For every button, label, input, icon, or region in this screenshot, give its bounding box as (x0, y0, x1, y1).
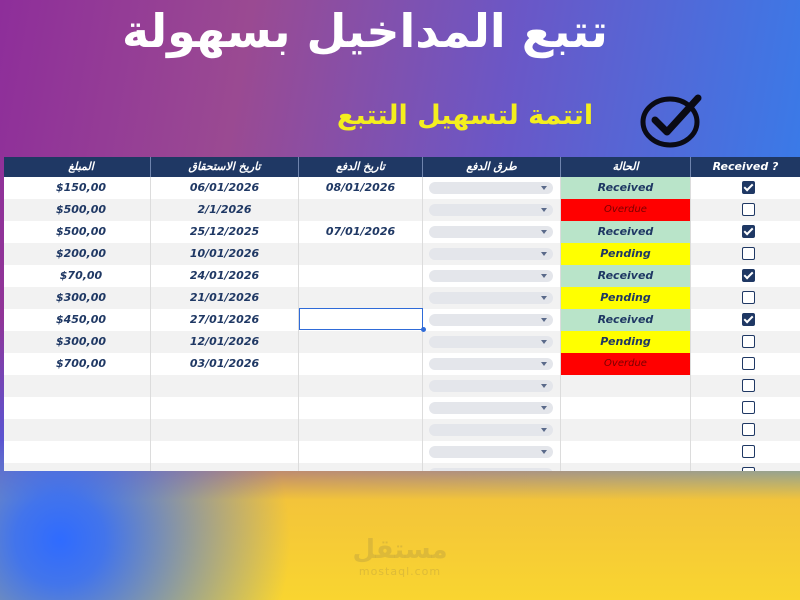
received-cell (691, 243, 800, 265)
header-amount: المبلغ (12, 157, 151, 177)
received-checkbox[interactable] (742, 181, 755, 194)
status-cell: Received (561, 177, 691, 199)
watermark-arabic: مستقل (352, 535, 448, 565)
header-payment-method: طرق الدفع (423, 157, 561, 177)
table-row (4, 397, 800, 419)
received-checkbox[interactable] (742, 401, 755, 414)
header-received: Received ? (712, 160, 779, 173)
payment-date-cell[interactable] (299, 463, 423, 471)
table-row (4, 353, 800, 375)
payment-date-cell[interactable]: 07/01/2026 (299, 221, 423, 243)
due-date-cell[interactable]: 03/01/2026 (151, 353, 299, 375)
amount-cell[interactable] (12, 419, 151, 441)
received-cell (691, 397, 800, 419)
chevron-down-icon (541, 208, 547, 212)
chevron-down-icon (541, 186, 547, 190)
received-checkbox[interactable] (742, 225, 755, 238)
payment-method-dropdown[interactable] (429, 336, 553, 348)
chevron-down-icon (541, 274, 547, 278)
amount-cell[interactable]: $300,00 (12, 331, 151, 353)
due-date-cell[interactable]: 21/01/2026 (151, 287, 299, 309)
watermark-latin: mostaql.com (358, 565, 442, 578)
received-checkbox[interactable] (742, 247, 755, 260)
amount-cell[interactable] (12, 375, 151, 397)
table-row (4, 221, 800, 243)
payment-method-dropdown[interactable] (429, 468, 553, 471)
payment-method-cell[interactable] (423, 419, 561, 441)
status-cell (561, 397, 691, 419)
check-circle-icon (640, 92, 702, 148)
payment-date-cell[interactable]: 08/01/2026 (299, 177, 423, 199)
status-cell: Received (561, 265, 691, 287)
due-date-cell[interactable] (151, 375, 299, 397)
fill-handle[interactable] (421, 327, 426, 332)
payment-method-dropdown[interactable] (429, 314, 553, 326)
due-date-cell[interactable] (151, 419, 299, 441)
received-checkbox[interactable] (742, 313, 755, 326)
received-cell (691, 177, 800, 199)
header-due-date: تاريخ الاستحقاق (151, 157, 299, 177)
table-row (4, 441, 800, 463)
payment-method-cell[interactable] (423, 463, 561, 471)
payment-method-cell[interactable] (423, 375, 561, 397)
payment-date-cell[interactable] (299, 287, 423, 309)
chevron-down-icon (541, 384, 547, 388)
due-date-cell[interactable]: 10/01/2026 (151, 243, 299, 265)
due-date-cell[interactable] (151, 397, 299, 419)
amount-cell[interactable]: $500,00 (12, 199, 151, 221)
header-status: الحالة (561, 157, 691, 177)
payment-method-dropdown[interactable] (429, 182, 553, 194)
received-checkbox[interactable] (742, 467, 755, 471)
received-checkbox[interactable] (742, 335, 755, 348)
payment-method-cell[interactable] (423, 397, 561, 419)
received-checkbox[interactable] (742, 357, 755, 370)
payment-method-dropdown[interactable] (429, 270, 553, 282)
status-cell (561, 419, 691, 441)
status-cell (561, 463, 691, 471)
payment-method-cell[interactable] (423, 177, 561, 199)
payment-method-cell[interactable] (423, 309, 561, 331)
due-date-cell[interactable]: 2/1/2026 (151, 199, 299, 221)
chevron-down-icon (541, 296, 547, 300)
status-cell: Received (561, 221, 691, 243)
banner-title: تتبع المداخيل بسهولة (122, 4, 608, 58)
payment-method-dropdown[interactable] (429, 380, 553, 392)
received-checkbox[interactable] (742, 269, 755, 282)
chevron-down-icon (541, 252, 547, 256)
payment-method-dropdown[interactable] (429, 446, 553, 458)
received-cell (691, 331, 800, 353)
received-cell (691, 441, 800, 463)
received-checkbox[interactable] (742, 203, 755, 216)
payment-date-cell[interactable] (299, 419, 423, 441)
payment-date-cell[interactable] (299, 397, 423, 419)
status-cell: Received (561, 309, 691, 331)
payment-method-cell[interactable] (423, 287, 561, 309)
payment-date-cell[interactable] (299, 199, 423, 221)
table-row (4, 375, 800, 397)
payment-method-dropdown[interactable] (429, 292, 553, 304)
amount-cell[interactable]: $500,00 (12, 221, 151, 243)
payment-date-cell[interactable] (299, 353, 423, 375)
received-cell (691, 265, 800, 287)
selected-cell[interactable] (299, 308, 423, 330)
received-cell (691, 353, 800, 375)
status-cell (561, 441, 691, 463)
received-checkbox[interactable] (742, 379, 755, 392)
received-cell (691, 199, 800, 221)
payment-method-dropdown[interactable] (429, 204, 553, 216)
payment-method-dropdown[interactable] (429, 424, 553, 436)
due-date-cell[interactable]: 12/01/2026 (151, 331, 299, 353)
due-date-cell[interactable] (151, 463, 299, 471)
header-payment-date: تاريخ الدفع (299, 157, 423, 177)
due-date-cell[interactable]: 27/01/2026 (151, 309, 299, 331)
amount-cell[interactable]: $70,00 (12, 265, 151, 287)
chevron-down-icon (541, 230, 547, 234)
income-tracking-sheet (4, 157, 800, 471)
payment-method-dropdown[interactable] (429, 358, 553, 370)
payment-date-cell[interactable] (299, 375, 423, 397)
received-checkbox[interactable] (742, 423, 755, 436)
status-cell: Pending (561, 243, 691, 265)
received-cell (691, 463, 800, 471)
chevron-down-icon (541, 406, 547, 410)
amount-cell[interactable]: $150,00 (12, 177, 151, 199)
table-row (4, 463, 800, 471)
status-cell: Overdue (561, 353, 691, 375)
banner-subtitle: اتتمة لتسهيل التتبع (336, 100, 594, 131)
status-cell: Overdue (561, 199, 691, 221)
table-header-row (4, 157, 800, 177)
table-row (4, 419, 800, 441)
payment-method-dropdown[interactable] (429, 248, 553, 260)
table-row (4, 177, 800, 199)
due-date-cell[interactable]: 06/01/2026 (151, 177, 299, 199)
chevron-down-icon (541, 362, 547, 366)
received-cell (691, 309, 800, 331)
table-row (4, 199, 800, 221)
received-checkbox[interactable] (742, 445, 755, 458)
received-checkbox[interactable] (742, 291, 755, 304)
payment-method-cell[interactable] (423, 441, 561, 463)
status-cell (561, 375, 691, 397)
watermark (350, 535, 450, 578)
payment-method-dropdown[interactable] (429, 226, 553, 238)
payment-method-cell[interactable] (423, 243, 561, 265)
payment-method-dropdown[interactable] (429, 402, 553, 414)
status-cell: Pending (561, 331, 691, 353)
received-cell (691, 419, 800, 441)
table-row (4, 243, 800, 265)
due-date-cell[interactable] (151, 441, 299, 463)
chevron-down-icon (541, 450, 547, 454)
payment-method-cell[interactable] (423, 199, 561, 221)
amount-cell[interactable] (12, 463, 151, 471)
amount-cell[interactable]: $700,00 (12, 353, 151, 375)
status-cell: Pending (561, 287, 691, 309)
amount-cell[interactable] (12, 397, 151, 419)
received-cell (691, 375, 800, 397)
amount-cell[interactable]: $450,00 (12, 309, 151, 331)
chevron-down-icon (541, 340, 547, 344)
due-date-cell[interactable]: 24/01/2026 (151, 265, 299, 287)
table-row (4, 331, 800, 353)
payment-date-cell[interactable] (299, 331, 423, 353)
table-row (4, 265, 800, 287)
chevron-down-icon (541, 428, 547, 432)
payment-method-cell[interactable] (423, 265, 561, 287)
amount-cell[interactable] (12, 441, 151, 463)
chevron-down-icon (541, 318, 547, 322)
payment-method-cell[interactable] (423, 353, 561, 375)
table-row (4, 287, 800, 309)
payment-date-cell[interactable] (299, 243, 423, 265)
payment-date-cell[interactable] (299, 441, 423, 463)
received-cell (691, 287, 800, 309)
amount-cell[interactable]: $200,00 (12, 243, 151, 265)
payment-date-cell[interactable] (299, 265, 423, 287)
payment-method-cell[interactable] (423, 221, 561, 243)
received-cell (691, 221, 800, 243)
due-date-cell[interactable]: 25/12/2025 (151, 221, 299, 243)
payment-method-cell[interactable] (423, 331, 561, 353)
amount-cell[interactable]: $300,00 (12, 287, 151, 309)
